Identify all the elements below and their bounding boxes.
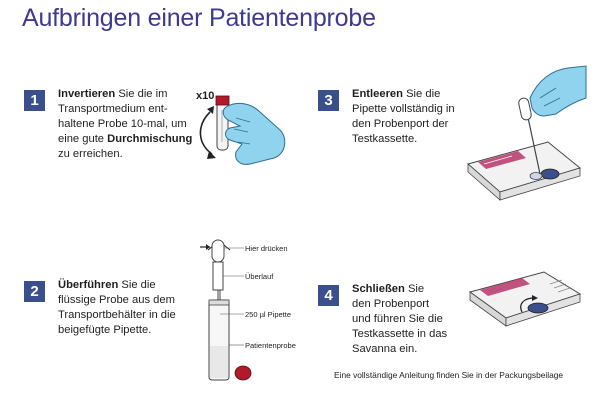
step-3-line4: Testkassette. bbox=[352, 133, 418, 145]
step-2-verb: Überführen bbox=[58, 279, 119, 291]
step-2-line4: beigefügte Pipette. bbox=[58, 324, 152, 336]
step-1-verb: Invertieren bbox=[58, 88, 116, 100]
step-1-line5: zu erreichen. bbox=[58, 148, 123, 160]
x10-label: x10 bbox=[196, 90, 215, 102]
step-3-line1: Sie die bbox=[402, 88, 441, 100]
step-2-line2: flüssige Probe aus dem bbox=[58, 294, 175, 306]
rotate-arrow-icon bbox=[200, 112, 212, 154]
glove-hand bbox=[223, 103, 285, 164]
step-3-text bbox=[352, 87, 455, 147]
step-2-badge: 2 bbox=[24, 281, 45, 302]
invert-tube-illustration bbox=[190, 82, 300, 172]
pipette-bulb bbox=[212, 240, 224, 262]
label-patient-sample: Patientenprobe bbox=[245, 341, 296, 350]
step-3-verb: Entleeren bbox=[352, 88, 403, 100]
label-press-here: Hier drücken bbox=[245, 244, 288, 253]
step-3-line2: Pipette vollständig in bbox=[352, 103, 455, 115]
step-4-line2: den Probenport bbox=[352, 298, 430, 310]
dispense-illustration bbox=[460, 58, 590, 198]
label-overflow: Überlauf bbox=[245, 272, 274, 281]
red-cap bbox=[235, 366, 251, 380]
step-1-badge: 1 bbox=[24, 90, 45, 111]
port-cap bbox=[528, 303, 548, 313]
step-4-line3: und führen Sie die bbox=[352, 313, 443, 325]
step-4-line1: Sie bbox=[404, 283, 425, 295]
step-1-line4: eine gute bbox=[58, 133, 108, 145]
step-4-text bbox=[352, 282, 447, 357]
step-4-badge: 4 bbox=[318, 285, 339, 306]
step-4-line4: Testkassette in das bbox=[352, 328, 448, 340]
step-1-line3: haltene Probe 10-mal, um bbox=[58, 118, 187, 130]
step-1-text bbox=[58, 87, 192, 162]
step-3-badge: 3 bbox=[318, 90, 339, 111]
step-2-text bbox=[58, 278, 176, 338]
step-4-verb: Schließen bbox=[352, 283, 405, 295]
footer-note: Eine vollständige Anleitung finden Sie in der Packungsbeilage bbox=[334, 370, 564, 380]
label-pipette-volume: 250 µl Pipette bbox=[245, 310, 292, 319]
close-port-illustration bbox=[466, 268, 586, 338]
step-3-line3: den Probenport der bbox=[352, 118, 449, 130]
step-4-line5: Savanna ein. bbox=[352, 343, 418, 355]
page-title: Aufbringen einer Patientenprobe bbox=[22, 4, 376, 32]
step-1-line1: Sie die im bbox=[115, 88, 168, 100]
step-1-emphasis: Durchmischung bbox=[107, 133, 193, 145]
glove-hand bbox=[530, 66, 586, 116]
step-2-line1: Sie die bbox=[118, 279, 156, 291]
step-1-line2: Transportmedium ent- bbox=[58, 103, 168, 115]
step-2-line3: Transportbehälter in die bbox=[58, 309, 176, 321]
